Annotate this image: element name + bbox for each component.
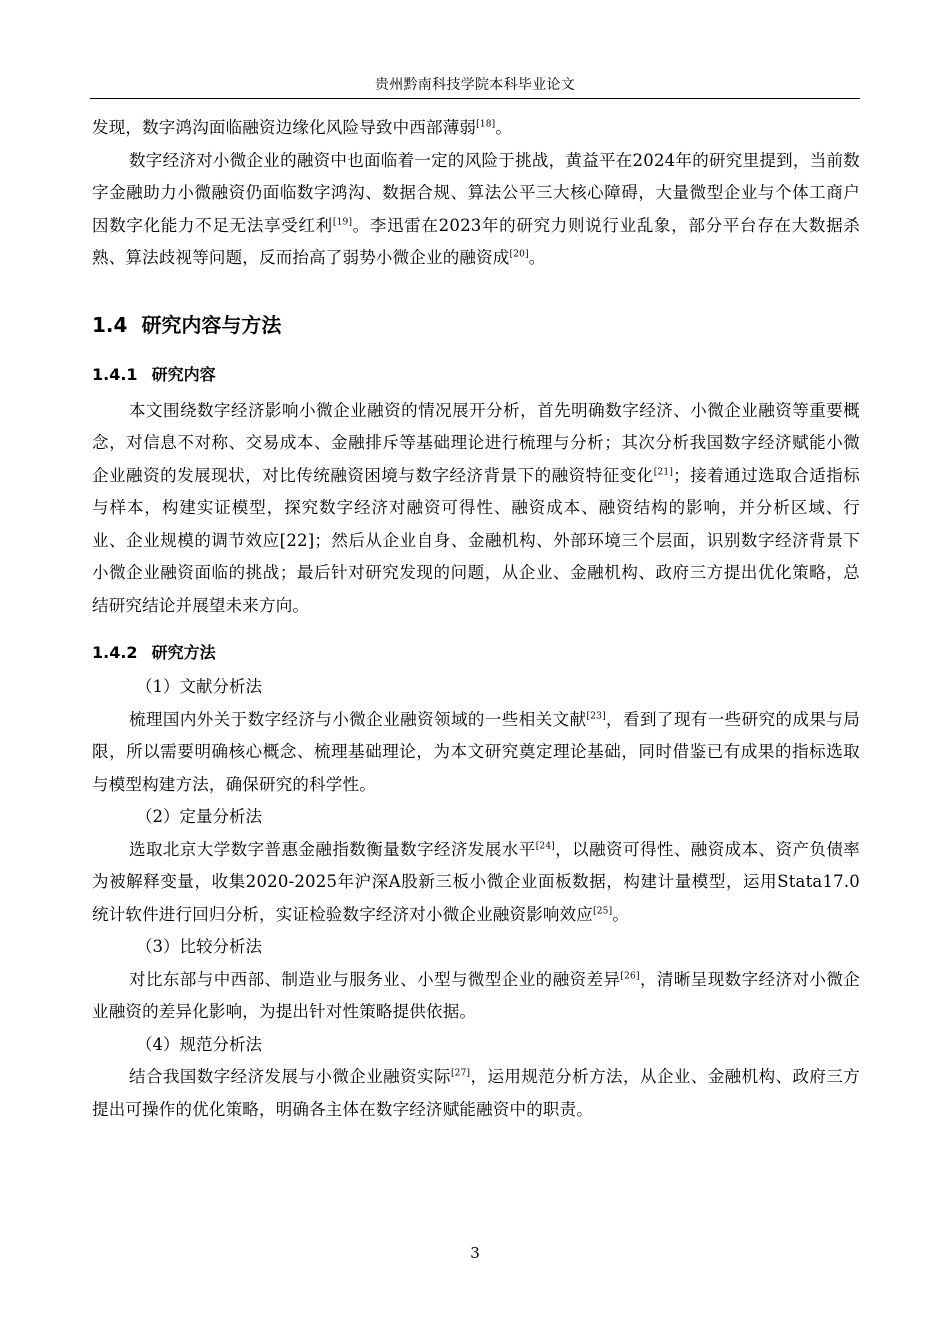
paragraph-text: 。李迅雷在2023年的研究力则说行业乱象，部分平台存在大数据杀熟、算法歧视等问题，反而抬高了弱势小微企业的融资成 xyxy=(92,215,860,267)
paragraph-text: ，清晰呈现数字经济对小微企业融资的差异化影响，为提出针对性策略提供依据。 xyxy=(92,969,860,1021)
citation-ref: [24] xyxy=(535,841,555,851)
method-title: （1）文献分析法 xyxy=(136,677,262,696)
paragraph-research-content xyxy=(92,395,860,623)
citation-ref: [26] xyxy=(620,971,640,981)
paragraph-text: 本文围绕数字经济影响小微企业融资的情况展开分析，首先明确数字经济、小微企业融资等重要概念，对信息不对称、交易成本、金融排斥等基础理论进行梳理与分析；其次分析我国数字经济赋能小微企业融资的发展现状，对比传统融资困境与数字经济背景下的融资特征变化 xyxy=(92,400,860,485)
method-paragraph xyxy=(92,964,860,1029)
citation-ref: [25] xyxy=(593,906,613,916)
subsection-number: 1.4.1 xyxy=(92,364,138,384)
page-number: 3 xyxy=(470,1244,480,1262)
page-body xyxy=(92,112,860,1126)
subsection-heading-methods xyxy=(92,640,860,663)
header-divider xyxy=(90,98,860,99)
running-header: 贵州黔南科技学院本科毕业论文 xyxy=(374,77,576,93)
citation-ref: [18] xyxy=(476,119,496,130)
subsection-title: 研究方法 xyxy=(151,643,216,662)
subsection-number: 1.4.2 xyxy=(92,643,138,662)
paragraph-text: ，看到了现有一些研究的成果与局限，所以需要明确核心概念、梳理基础理论，为本文研究奠定理论基础，同时借鉴已有成果的指标选取与模型构建方法，确保研究的科学性。 xyxy=(92,709,860,794)
section-title: 研究内容与方法 xyxy=(141,312,282,337)
paragraph-text: 。 xyxy=(612,904,629,924)
subsection-title: 研究内容 xyxy=(151,364,216,384)
paragraph-text: ；接着通过选取合适指标与样本，构建实证模型，探究数字经济对融资可得性、融资成本、融资结构的影响，并分析区域、行业、企业规模的调节效应[22]；然后从企业自身、金融机构、外部环境三个层面，识别数字经济背景下小微企业融资面临的挑战；最后针对研究发现的问题，从企业、金融机构、政府三方提出优化策略，总结研究结论并展望未来方向。 xyxy=(92,465,860,615)
paragraph-text: 对比东部与中西部、制造业与服务业、小型与微型企业的融资差异 xyxy=(129,969,621,989)
section-number: 1.4 xyxy=(92,312,128,337)
citation-ref: [21] xyxy=(653,467,674,477)
method-title: （2）定量分析法 xyxy=(136,807,262,826)
paragraph-continuation xyxy=(92,112,860,145)
subsection-heading-content xyxy=(92,362,860,385)
citation-ref: [20] xyxy=(509,249,529,260)
citation-ref: [27] xyxy=(450,1068,471,1079)
method-paragraph xyxy=(92,1061,860,1126)
paragraph-text: 结合我国数字经济发展与小微企业融资实际 xyxy=(129,1067,451,1086)
section-heading xyxy=(92,309,860,338)
method-paragraph xyxy=(92,704,860,802)
paragraph-text: ，运用规范分析方法，从企业、金融机构、政府三方提出可操作的优化策略，明确各主体在数字经济赋能融资中的职责。 xyxy=(92,1067,860,1119)
method-title: （4）规范分析法 xyxy=(136,1034,262,1054)
paragraph-text: 选取北京大学数字普惠金融指数衡量数字经济发展水平 xyxy=(129,839,536,859)
method-title: （3）比较分析法 xyxy=(136,937,262,956)
paragraph-text: ，以融资可得性、融资成本、资产负债率为被解释变量，收集2020-2025年沪深A股新三板小微企业面板数据，构建计量模型，运用Stata17.0统计软件进行回归分析，实证检验数字经济对小微企业融资影响效应 xyxy=(92,839,860,924)
citation-ref: [19] xyxy=(332,217,353,227)
paragraph-risks xyxy=(92,145,860,275)
paragraph-text: 数字经济对小微企业的融资中也面临着一定的风险于挑战，黄益平在2024年的研究里提到，当前数字金融助力小微融资仍面临数字鸿沟、数据合规、算法公平三大核心障碍，大量微型企业与个体工商户因数字化能力不足无法享受红利 xyxy=(92,150,860,235)
paragraph-text: 。 xyxy=(528,248,546,267)
paragraph-text: 。 xyxy=(495,118,513,137)
citation-ref: [23] xyxy=(586,711,606,721)
method-paragraph xyxy=(92,834,860,932)
paragraph-text: 发现，数字鸿沟面临融资边缘化风险导致中西部薄弱 xyxy=(92,118,477,137)
paragraph-text: 梳理国内外关于数字经济与小微企业融资领域的一些相关文献 xyxy=(129,709,587,729)
